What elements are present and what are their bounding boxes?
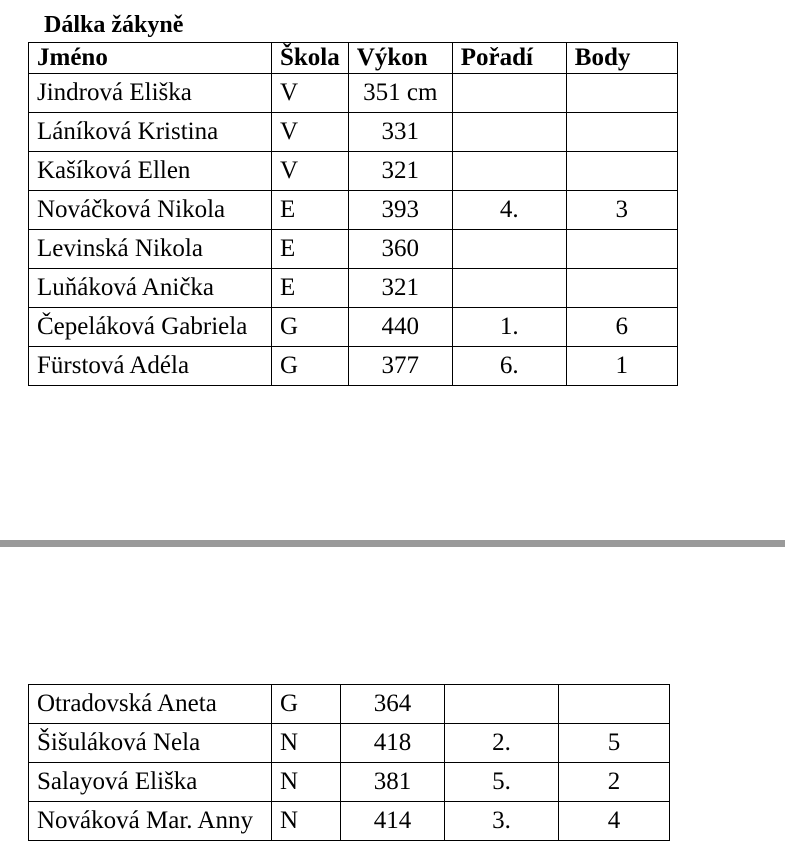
cell-name: Nováčková Nikola (29, 191, 272, 230)
cell-performance: 360 (348, 230, 452, 269)
cell-school: E (272, 269, 349, 308)
cell-performance: 331 (348, 113, 452, 152)
table-row (29, 113, 678, 152)
cell-rank (445, 685, 559, 724)
results-table-bottom (28, 684, 670, 841)
cell-performance: 377 (348, 347, 452, 386)
page-separator (0, 540, 785, 547)
cell-rank (452, 230, 566, 269)
header-row (29, 43, 678, 74)
table-row (29, 763, 670, 802)
table-row (29, 191, 678, 230)
cell-school: N (272, 724, 341, 763)
header-rank: Pořadí (452, 43, 566, 74)
cell-school: V (272, 113, 349, 152)
cell-points: 3 (566, 191, 677, 230)
cell-name: Jindrová Eliška (29, 74, 272, 113)
cell-points: 4 (559, 802, 670, 841)
table-row (29, 347, 678, 386)
header-points: Body (566, 43, 677, 74)
table-row (29, 230, 678, 269)
header-name: Jméno (29, 43, 272, 74)
cell-school: N (272, 763, 341, 802)
cell-performance: 351 cm (348, 74, 452, 113)
cell-school: E (272, 191, 349, 230)
cell-school: G (272, 308, 349, 347)
table-row (29, 802, 670, 841)
table-row (29, 74, 678, 113)
cell-rank (452, 74, 566, 113)
table-row (29, 308, 678, 347)
cell-points (566, 230, 677, 269)
table-row (29, 724, 670, 763)
table-row (29, 152, 678, 191)
cell-rank: 5. (445, 763, 559, 802)
cell-rank: 1. (452, 308, 566, 347)
cell-name: Salayová Eliška (29, 763, 272, 802)
cell-points (566, 152, 677, 191)
cell-performance: 381 (341, 763, 445, 802)
cell-name: Šišuláková Nela (29, 724, 272, 763)
header-performance: Výkon (348, 43, 452, 74)
results-table-top (28, 42, 678, 386)
cell-name: Luňáková Anička (29, 269, 272, 308)
cell-name: Kašíková Ellen (29, 152, 272, 191)
cell-performance: 418 (341, 724, 445, 763)
cell-performance: 414 (341, 802, 445, 841)
cell-school: V (272, 152, 349, 191)
cell-performance: 393 (348, 191, 452, 230)
cell-performance: 321 (348, 152, 452, 191)
cell-performance: 321 (348, 269, 452, 308)
cell-rank (452, 113, 566, 152)
table-row (29, 269, 678, 308)
cell-points (559, 685, 670, 724)
cell-points: 1 (566, 347, 677, 386)
cell-school: V (272, 74, 349, 113)
header-school: Škola (272, 43, 349, 74)
cell-performance: 364 (341, 685, 445, 724)
table-row (29, 685, 670, 724)
cell-name: Láníková Kristina (29, 113, 272, 152)
cell-school: E (272, 230, 349, 269)
cell-rank: 4. (452, 191, 566, 230)
cell-name: Otradovská Aneta (29, 685, 272, 724)
cell-name: Levinská Nikola (29, 230, 272, 269)
cell-points: 2 (559, 763, 670, 802)
cell-school: G (272, 347, 349, 386)
cell-points (566, 269, 677, 308)
cell-name: Čepeláková Gabriela (29, 308, 272, 347)
cell-points: 6 (566, 308, 677, 347)
cell-name: Fürstová Adéla (29, 347, 272, 386)
cell-school: G (272, 685, 341, 724)
cell-rank: 2. (445, 724, 559, 763)
cell-rank: 3. (445, 802, 559, 841)
cell-rank (452, 152, 566, 191)
cell-rank: 6. (452, 347, 566, 386)
cell-points (566, 113, 677, 152)
cell-performance: 440 (348, 308, 452, 347)
cell-school: N (272, 802, 341, 841)
cell-rank (452, 269, 566, 308)
cell-points: 5 (559, 724, 670, 763)
cell-points (566, 74, 677, 113)
document-title: Dálka žákyně (44, 12, 184, 38)
cell-name: Nováková Mar. Anny (29, 802, 272, 841)
